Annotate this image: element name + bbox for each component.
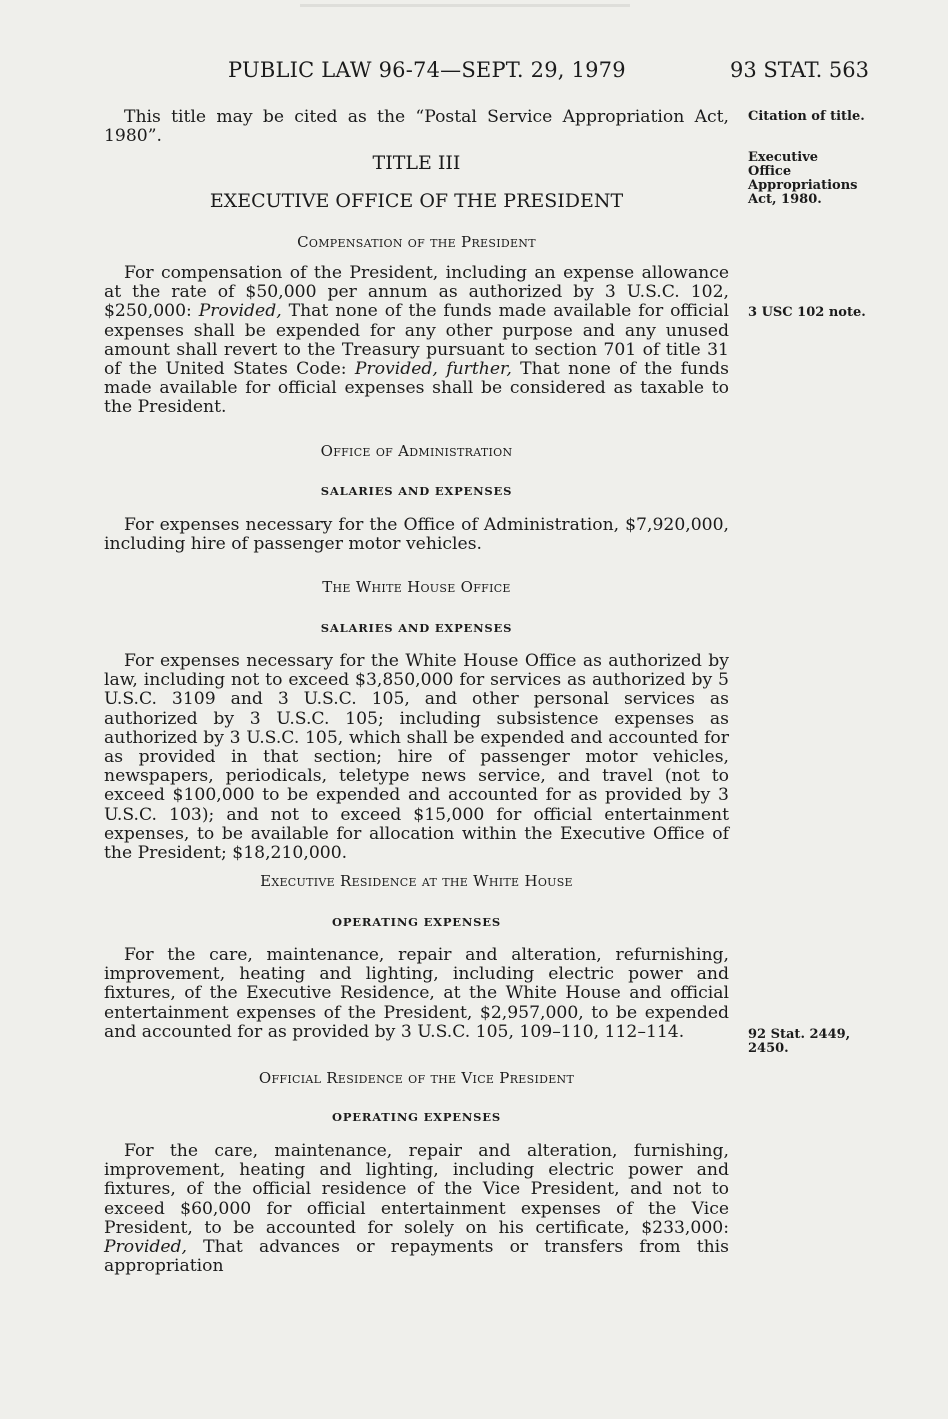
admin-subheading: SALARIES AND EXPENSES (320, 484, 513, 498)
provided-2: Provided, further, (354, 359, 512, 380)
vp-paragraph (104, 1142, 729, 1276)
margin-note-title: Executive Office Appropriations Act, 1980. (748, 150, 858, 207)
margin-note-residence: 92 Stat. 2449, 2450. (748, 1027, 851, 1056)
residence-paragraph (104, 946, 729, 1042)
white-house-text: For expenses necessary for the White House Office as authorized by law, including not to exceed $3,850,000 for services as authorized by 5 U.S.C. 3109 and 3 U.S.C. 105, and other personal services as authorized by 3 U.S.C. 105; including subsistence expenses as authorized by 3 U.S.C. 105, which shall be expended and accounted for as provided in that section; hire of passenger motor vehicles, newspapers, periodicals, teletype news service, and travel (not to exceed $100,000 to be expended and accounted for as provided by 3 U.S.C. 103); and not to exceed $15,000 for official entertainment expenses, to be available for allocation within the Executive Office of the President; $18,210,000. (104, 651, 729, 864)
compensation-heading: Compensation of the President (297, 233, 536, 251)
vp-text-a: For the care, maintenance, repair and alteration, furnishing, improvement, heating and lighting, including electric power and fixtures, of the official residence of the Vice President, and not to exceed $60,000 for official entertainment expenses of the Vice President, to be accounted for solely on his certificate, $233,000: (104, 1141, 729, 1238)
white-house-paragraph (104, 652, 729, 863)
residence-text: For the care, maintenance, repair and alteration, refurnishing, improvement, heating and lighting, including electric power and fixtures, of the Executive Residence, at the White House and official entertainment expenses of the President, $2,957,000, to be expended and accounted for as provided by 3 U.S.C. 105, 109–110, 112–114. (104, 945, 729, 1042)
vp-text-b: That advances or repayments or transfers from this appropriation (104, 1237, 729, 1277)
title-name: EXECUTIVE OFFICE OF THE PRESIDENT (209, 190, 624, 212)
white-house-subheading: SALARIES AND EXPENSES (320, 621, 513, 635)
compensation-text-a: For compensation of the President, including an expense allowance at the rate of $50,000 per annum as authorized by 3 U.S.C. 102, $250,000: (104, 263, 729, 322)
admin-paragraph (104, 516, 729, 554)
running-head: PUBLIC LAW 96-74—SEPT. 29, 1979 (228, 58, 626, 82)
residence-subheading: OPERATING EXPENSES (332, 915, 501, 929)
white-house-heading: The White House Office (322, 578, 511, 596)
citation-text: This title may be cited as the “Postal Service Appropriation Act, 1980”. (104, 107, 729, 147)
stat-reference: 93 STAT. 563 (730, 58, 870, 82)
residence-heading: Executive Residence at the White House (260, 872, 573, 890)
vp-subheading: OPERATING EXPENSES (332, 1110, 501, 1124)
provided-1: Provided, (198, 301, 282, 322)
margin-note-citation: Citation of title. (748, 109, 865, 124)
admin-heading: Office of Administration (320, 442, 513, 460)
vp-heading: Official Residence of the Vice President (258, 1069, 575, 1087)
compensation-text-b: That none of the funds made available for official expenses shall be expended for any other purpose and any unused amount shall revert to the Treasury pursuant to section 701 of title 31 of the United States Code: (104, 301, 729, 380)
compensation-text-c: That none of the funds made available for official expenses shall be considered as taxable to the President. (104, 359, 729, 418)
margin-note-compensation: 3 USC 102 note. (748, 305, 866, 320)
admin-text: For expenses necessary for the Office of Administration, $7,920,000, including hire of passenger motor vehicles. (104, 515, 729, 555)
title-number: TITLE III (372, 152, 461, 174)
citation-paragraph (104, 108, 729, 146)
scan-mark (300, 4, 630, 7)
compensation-paragraph (104, 264, 729, 418)
vp-provided: Provided, (104, 1237, 187, 1258)
